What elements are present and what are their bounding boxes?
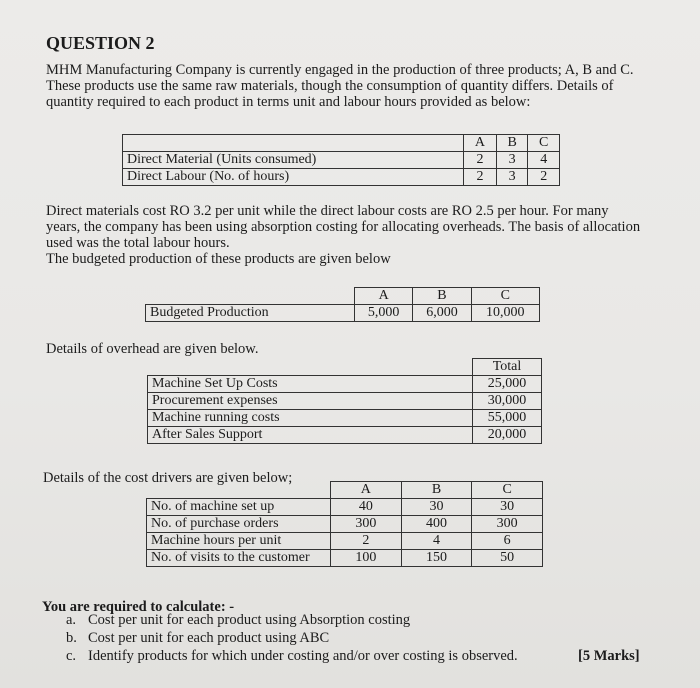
row-label: No. of visits to the customer	[147, 550, 331, 567]
table-row	[147, 550, 543, 567]
table-row	[148, 427, 542, 444]
row-label: Direct Labour (No. of hours)	[123, 169, 464, 186]
item-text: Cost per unit for each product using ABC	[88, 630, 330, 646]
cost-drivers-table	[146, 481, 543, 567]
budgeted-production-table	[145, 287, 540, 322]
table-row	[148, 393, 542, 410]
item-text: Cost per unit for each product using Absorption costing	[88, 612, 411, 628]
row-label: Direct Material (Units consumed)	[123, 152, 464, 169]
item-text: Identify products for which under costing and/or over costing is observed.	[88, 648, 518, 664]
table-cell: 50	[472, 550, 543, 567]
item-number: b.	[66, 630, 77, 646]
table-row	[123, 152, 560, 169]
item-number: a.	[66, 612, 77, 628]
task-list	[66, 611, 518, 665]
table-cell: 30	[472, 499, 543, 516]
table-cell: 3	[496, 152, 528, 169]
table-cell: 40	[331, 499, 402, 516]
table-header-cell	[147, 482, 331, 499]
row-label: No. of machine set up	[147, 499, 331, 516]
table-cell: 2	[528, 169, 560, 186]
table-cell: 2	[464, 169, 497, 186]
table-header-cell: A	[331, 482, 402, 499]
table-header-cell: Total	[473, 359, 542, 376]
table-cell: 30	[401, 499, 472, 516]
table-cell: 25,000	[473, 376, 542, 393]
table-row	[147, 533, 543, 550]
list-item	[66, 647, 518, 665]
table-cell: 6,000	[413, 305, 471, 322]
table-cell: 30,000	[473, 393, 542, 410]
table-cell: 400	[401, 516, 472, 533]
intro-paragraph: MHM Manufacturing Company is currently engaged in the production of three products; A, B and C. These products use the same raw materials, though the consumption of quantity differs. Details of quantity required to each product in terms unit and labour hours provided as below:	[46, 62, 634, 110]
row-label: Budgeted Production	[146, 305, 355, 322]
row-label: Machine hours per unit	[147, 533, 331, 550]
table-row	[147, 516, 543, 533]
marks-label: [5 Marks]	[578, 648, 640, 664]
table-cell: 20,000	[473, 427, 542, 444]
table-row	[148, 410, 542, 427]
table-cell: 5,000	[355, 305, 413, 322]
table-cell: 4	[401, 533, 472, 550]
row-label: After Sales Support	[148, 427, 473, 444]
table-cell: 150	[401, 550, 472, 567]
table-row	[123, 169, 560, 186]
table-cell: 3	[496, 169, 528, 186]
row-label: Machine Set Up Costs	[148, 376, 473, 393]
table-header-cell: B	[401, 482, 472, 499]
table-header-cell: C	[472, 482, 543, 499]
drivers-label: Details of the cost drivers are given below;	[43, 470, 293, 486]
table-row	[146, 305, 540, 322]
table-header-cell: A	[464, 135, 497, 152]
table-cell: 300	[472, 516, 543, 533]
table-cell: 2	[464, 152, 497, 169]
question-title: QUESTION 2	[46, 33, 155, 53]
table-cell: 2	[331, 533, 402, 550]
row-label: Machine running costs	[148, 410, 473, 427]
cost-paragraph	[46, 203, 646, 267]
table-header-cell	[146, 288, 355, 305]
table-header-cell: C	[471, 288, 539, 305]
table-header-cell: C	[528, 135, 560, 152]
required-heading: You are required to calculate: -	[42, 599, 235, 615]
row-label: Procurement expenses	[148, 393, 473, 410]
table-cell: 4	[528, 152, 560, 169]
table-header-cell: A	[355, 288, 413, 305]
overhead-label: Details of overhead are given below.	[46, 341, 259, 357]
table-header-cell: B	[496, 135, 528, 152]
table-header-cell	[123, 135, 464, 152]
row-label: No. of purchase orders	[147, 516, 331, 533]
table-cell: 300	[331, 516, 402, 533]
table-cell: 10,000	[471, 305, 539, 322]
material-labour-table	[122, 134, 560, 186]
table-header-cell: B	[413, 288, 471, 305]
overhead-table	[147, 358, 542, 444]
item-number: c.	[66, 648, 77, 664]
table-row	[147, 499, 543, 516]
table-cell: 6	[472, 533, 543, 550]
list-item	[66, 611, 518, 629]
list-item	[66, 629, 518, 647]
table-cell: 100	[331, 550, 402, 567]
budget-intro: The budgeted production of these products are given below	[46, 251, 391, 267]
table-cell: 55,000	[473, 410, 542, 427]
cost-text: Direct materials cost RO 3.2 per unit while the direct labour costs are RO 2.5 per hour. For many years, the company has been using absorption costing for allocating overheads. The basis of allocation used was the total labour hours.	[46, 203, 641, 251]
table-row	[148, 376, 542, 393]
